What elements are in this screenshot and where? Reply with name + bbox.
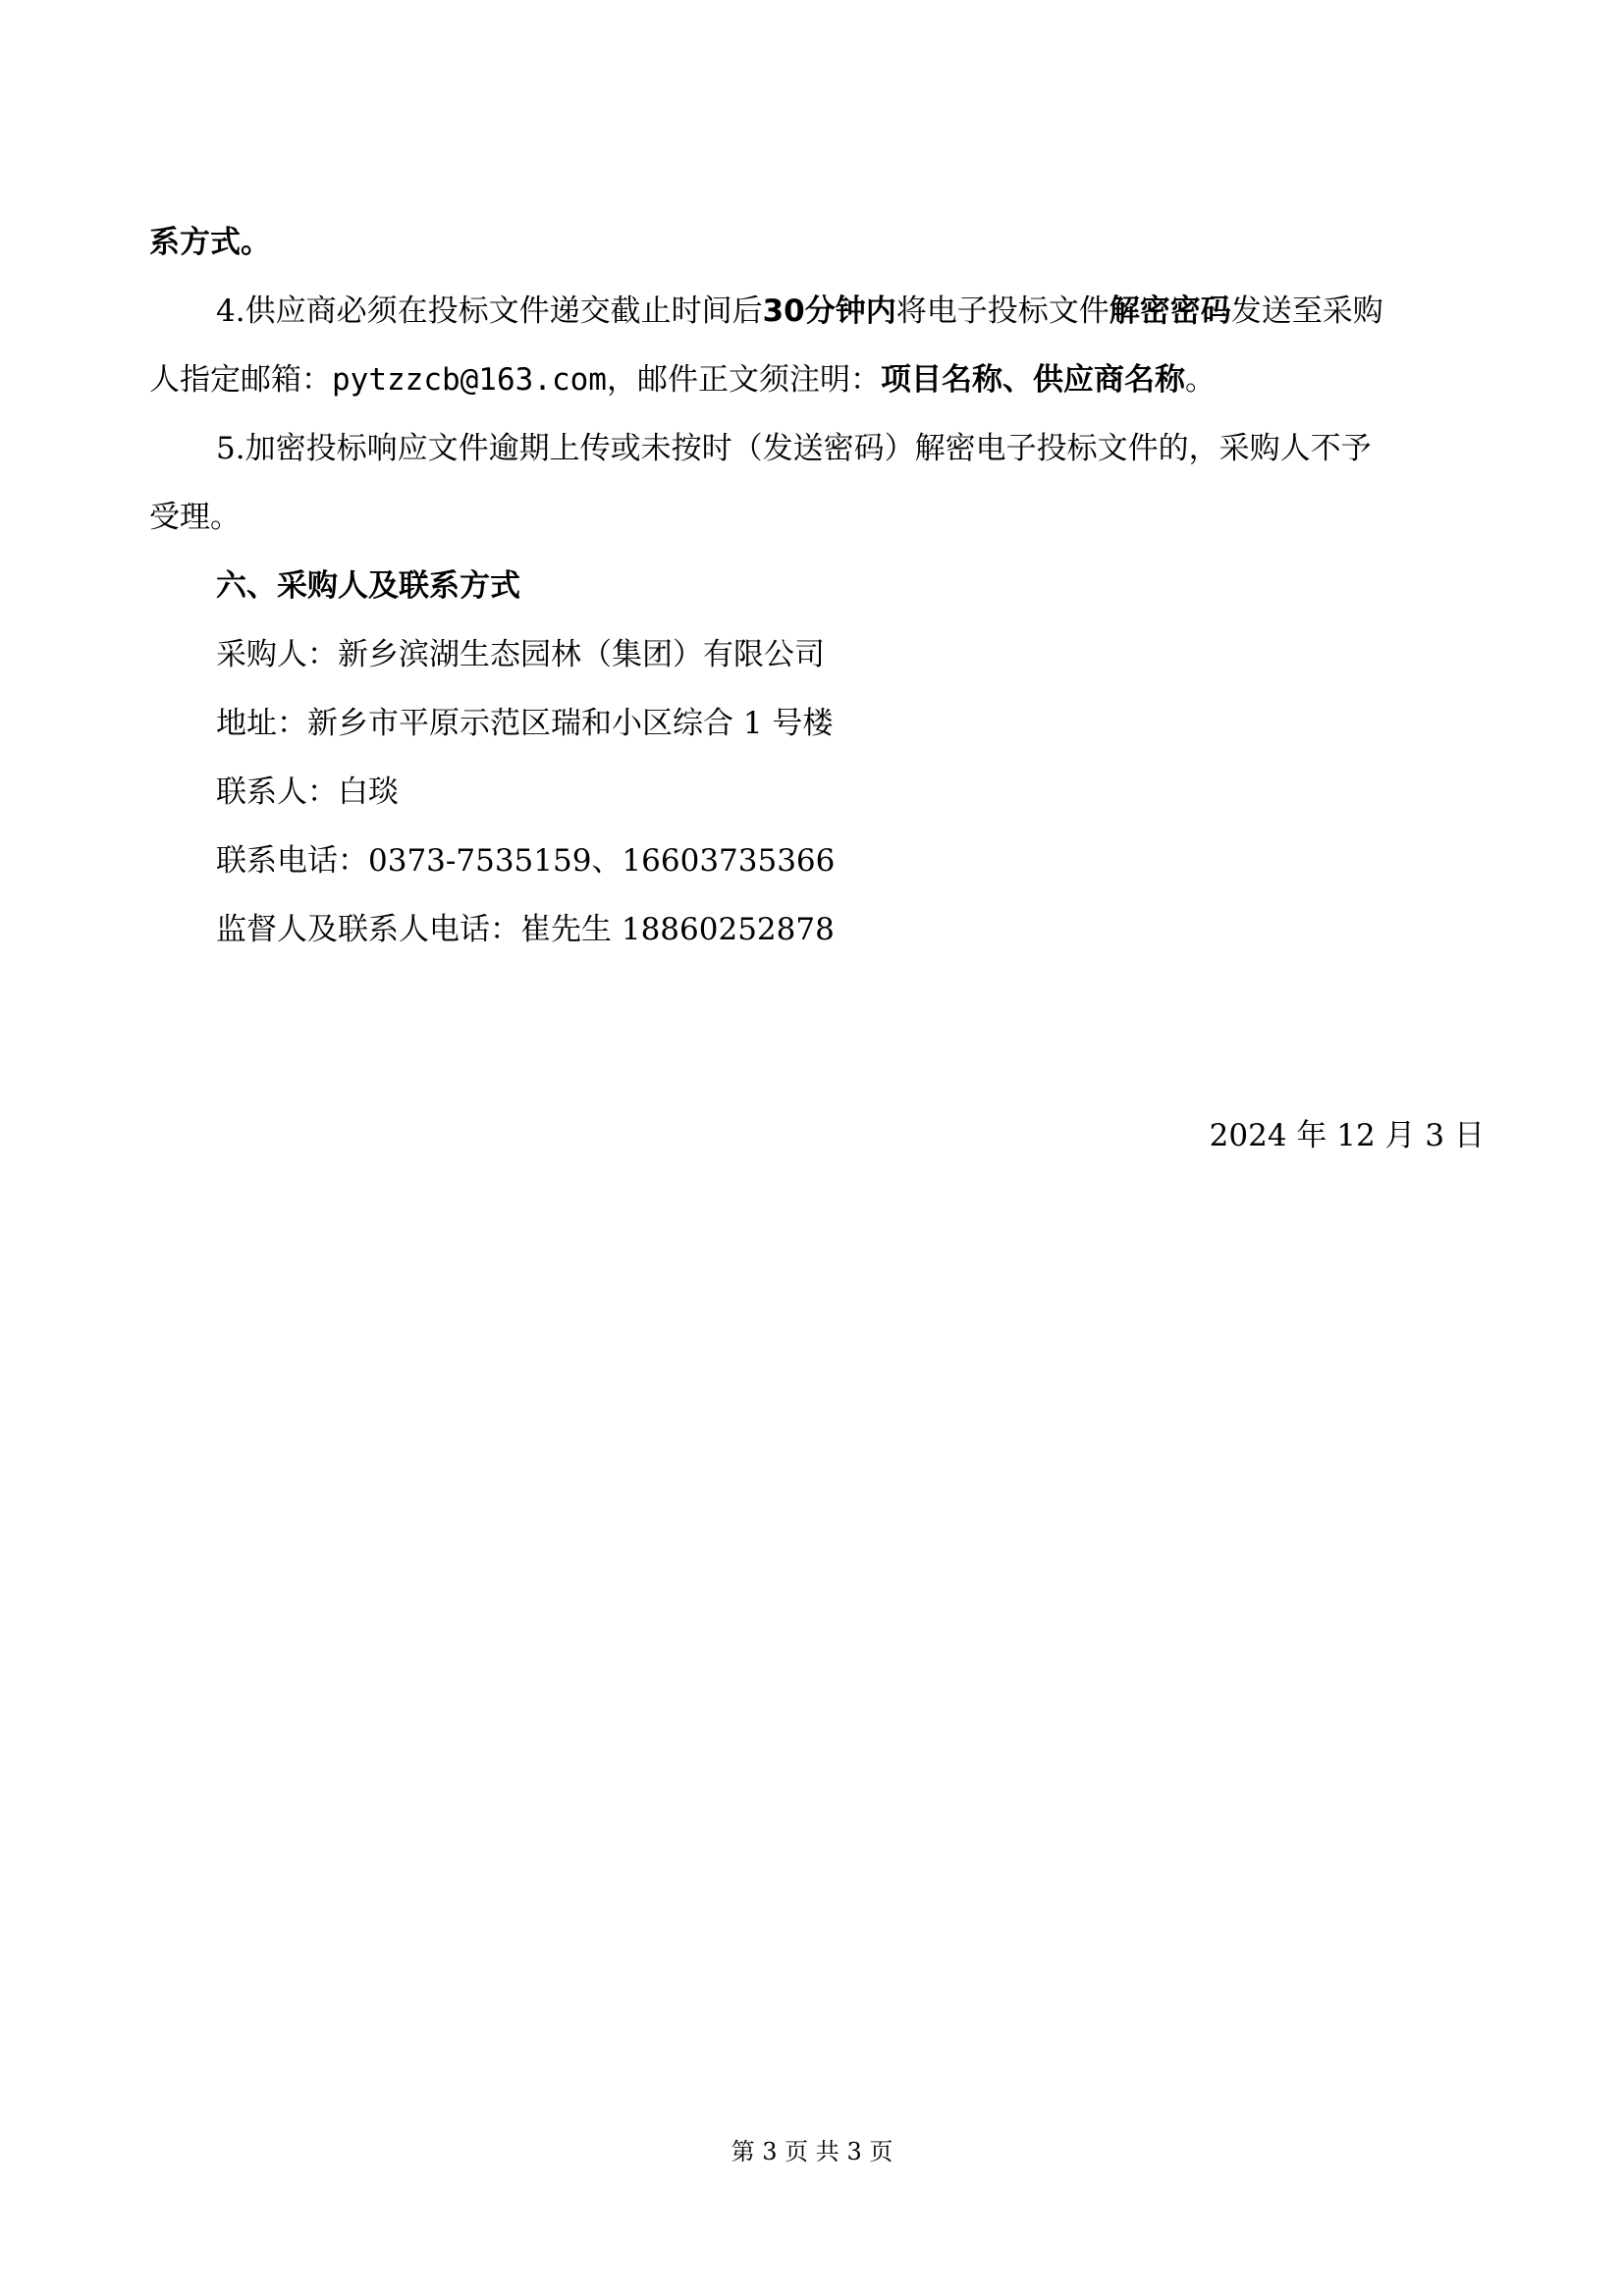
section-6-heading: 六、采购人及联系方式	[216, 568, 520, 604]
item-5-line-2: 受理。	[149, 500, 241, 535]
item-4-deadline-emphasis: 30分钟内	[762, 294, 896, 329]
item-4-text-a: 4.供应商必须在投标文件递交截止时间后	[216, 294, 763, 329]
item-4-text-f: 。	[1184, 362, 1216, 398]
document-body	[149, 208, 1485, 964]
item-4-text-e: ，邮件正文须注明：	[606, 362, 881, 398]
item-4-line-2	[149, 346, 1485, 414]
document-date: 2024 年 12 月 3 日	[1209, 1118, 1485, 1153]
purchaser-line: 采购人：新乡滨湖生态园林（集团）有限公司	[216, 637, 825, 672]
contact-person-line: 联系人：白琰	[216, 774, 399, 810]
item-4-subject-emphasis: 项目名称、供应商名称	[880, 362, 1185, 398]
contact-phone-line: 联系电话：0373-7535159、16603735366	[216, 843, 836, 879]
supervisor-line: 监督人及联系人电话：崔先生 18860252878	[216, 912, 835, 947]
item-4-text-b: 将电子投标文件	[895, 294, 1110, 329]
item-4-text-c: 发送至采购	[1230, 294, 1383, 329]
page-footer: 第 3 页 共 3 页	[731, 2138, 893, 2165]
item-5-line-1: 5.加密投标响应文件逾期上传或未按时（发送密码）解密电子投标文件的，采购人不予	[216, 431, 1372, 466]
address-line: 地址：新乡市平原示范区瑞和小区综合 1 号楼	[216, 706, 834, 741]
item-4-password-emphasis: 解密密码	[1109, 294, 1231, 329]
item-4-email: pytzzcb@163.com	[332, 362, 607, 398]
paragraph-continuation: 系方式。	[149, 225, 271, 260]
item-4-line-1	[149, 277, 1485, 346]
item-4-text-d: 人指定邮箱：	[149, 362, 332, 398]
